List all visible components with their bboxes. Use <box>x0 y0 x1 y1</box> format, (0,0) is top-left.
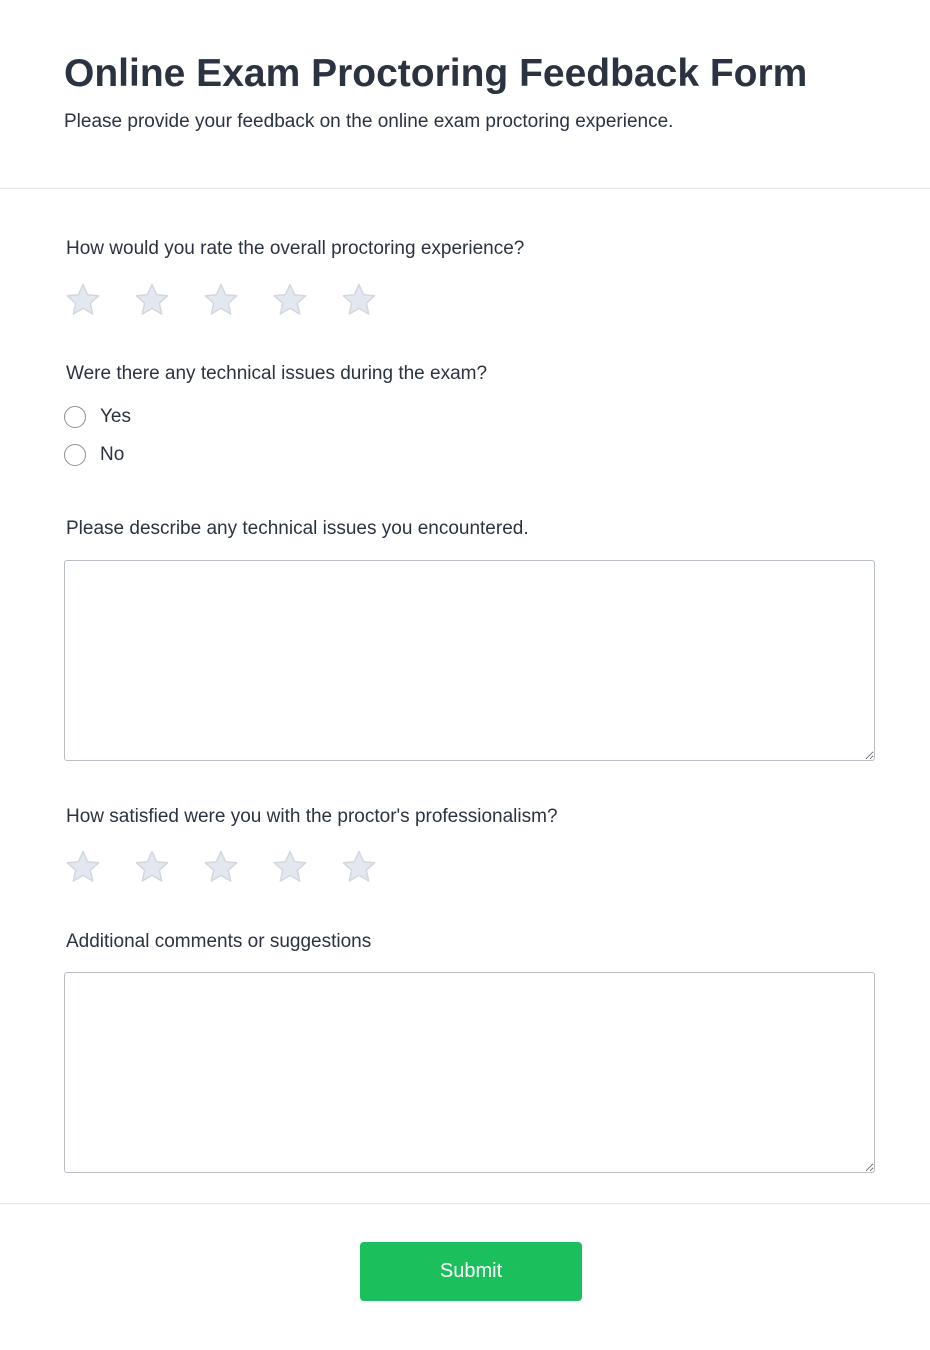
star-icon <box>340 281 378 319</box>
submit-button[interactable]: Submit <box>360 1242 582 1301</box>
professionalism-rating-star-5[interactable] <box>340 848 378 886</box>
professionalism-rating-star-2[interactable] <box>133 848 171 886</box>
radio-circle-icon[interactable] <box>64 444 86 466</box>
overall-rating-star-5[interactable] <box>340 281 378 319</box>
overall-rating-question: How would you rate the overall proctoring experience? <box>66 238 525 259</box>
footer-divider <box>0 1203 930 1204</box>
professionalism-rating-star-3[interactable] <box>202 848 240 886</box>
star-icon <box>64 281 102 319</box>
technical-issues-question: Were there any technical issues during the exam? <box>66 363 488 384</box>
star-icon <box>133 281 171 319</box>
professionalism-rating-stars <box>64 848 378 886</box>
star-icon <box>202 281 240 319</box>
page-subtitle: Please provide your feedback on the online exam proctoring experience. <box>64 111 674 132</box>
star-icon <box>202 848 240 886</box>
star-icon <box>271 848 309 886</box>
radio-label-no: No <box>100 444 125 465</box>
overall-rating-star-4[interactable] <box>271 281 309 319</box>
radio-label-yes: Yes <box>100 406 131 427</box>
overall-rating-star-2[interactable] <box>133 281 171 319</box>
star-icon <box>340 848 378 886</box>
technical-issues-option-yes[interactable] <box>64 406 131 428</box>
professionalism-rating-star-4[interactable] <box>271 848 309 886</box>
star-icon <box>64 848 102 886</box>
overall-rating-star-3[interactable] <box>202 281 240 319</box>
professionalism-rating-question: How satisfied were you with the proctor's professionalism? <box>66 806 558 827</box>
form-header <box>0 0 930 189</box>
radio-circle-icon[interactable] <box>64 406 86 428</box>
overall-rating-stars <box>64 281 378 319</box>
page-title: Online Exam Proctoring Feedback Form <box>64 52 808 95</box>
technical-issues-option-no[interactable] <box>64 444 124 466</box>
comments-textarea[interactable] <box>64 972 875 1173</box>
comments-question: Additional comments or suggestions <box>66 931 372 952</box>
star-icon <box>133 848 171 886</box>
star-icon <box>271 281 309 319</box>
overall-rating-star-1[interactable] <box>64 281 102 319</box>
professionalism-rating-star-1[interactable] <box>64 848 102 886</box>
issue-description-question: Please describe any technical issues you encountered. <box>66 518 529 539</box>
issue-description-textarea[interactable] <box>64 560 875 761</box>
